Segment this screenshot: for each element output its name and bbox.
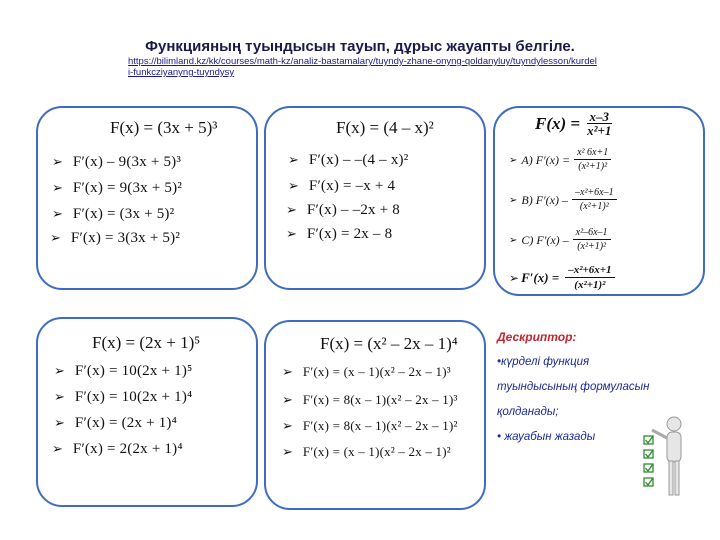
answer-option[interactable]: ➢ F′(x) = 2(2x + 1)⁴	[52, 441, 183, 457]
answer-option[interactable]: ➢ F′(x) = (2x + 1)⁴	[54, 415, 178, 431]
answer-option[interactable]: ➢ F′(x) = 2x – 8	[286, 226, 393, 242]
bullet-arrow-icon: ➢	[282, 392, 293, 408]
descriptor-line: қолданады;	[497, 406, 559, 418]
answer-option[interactable]: ➢ F′(x) = 10(2x + 1)⁴	[54, 389, 193, 405]
task-card-4	[36, 317, 258, 507]
bullet-arrow-icon: ➢	[50, 231, 61, 246]
answer-option[interactable]: ➢ F′(x) = 9(3x + 5)²	[52, 180, 183, 196]
answer-option[interactable]: ➢ F′(x) = $\frac{\text{–x²+6x+1}}{\text{(x²+1)²}}$	[509, 264, 615, 292]
checklist-figure-icon	[632, 414, 692, 504]
bullet-arrow-icon: ➢	[286, 227, 297, 242]
task-card-3	[493, 106, 705, 296]
answer-option[interactable]: ➢ F′(x) = (3x + 5)²	[52, 206, 175, 222]
answer-option[interactable]: ➢ F′(x) = (x – 1)(x² – 2x – 1)²	[282, 444, 451, 460]
bullet-arrow-icon: ➢	[282, 364, 293, 380]
bullet-arrow-icon: ➢	[54, 416, 65, 431]
bullet-arrow-icon: ➢	[54, 364, 65, 379]
task-card-5	[264, 320, 486, 510]
answer-option[interactable]: ➢ F′(x) = 3(3x + 5)²	[50, 230, 181, 246]
bullet-arrow-icon: ➢	[509, 234, 518, 246]
bullet-arrow-icon: ➢	[52, 181, 63, 196]
bullet-arrow-icon: ➢	[282, 444, 293, 460]
descriptor-line: туындысының формуласын	[497, 381, 650, 393]
function-expression: F(x) = (x² – 2x – 1)⁴	[320, 334, 458, 353]
descriptor-line: • жауабын жазады	[497, 431, 596, 443]
bullet-arrow-icon: ➢	[288, 153, 299, 168]
function-expression: F(x) = (3x + 5)³	[110, 118, 218, 137]
function-expression: F(x) = (4 – x)²	[336, 118, 434, 137]
bullet-arrow-icon: ➢	[52, 207, 63, 222]
bullet-arrow-icon: ➢	[509, 154, 518, 166]
bullet-arrow-icon: ➢	[288, 179, 299, 194]
bullet-arrow-icon: ➢	[509, 271, 520, 285]
answer-option[interactable]: ➢ C) F′(x) – $\frac{\text{x²–6x–1}}{\text{(x²+1)²}}$	[509, 226, 611, 254]
answer-option[interactable]: ➢ F′(x) = 10(2x + 1)⁵	[54, 363, 193, 379]
bullet-arrow-icon: ➢	[54, 390, 65, 405]
descriptor-line: •күрделі функция	[497, 356, 590, 368]
answer-option[interactable]: ➢ F′(x) – –(4 – x)²	[288, 152, 409, 168]
bullet-arrow-icon: ➢	[286, 203, 297, 218]
bullet-arrow-icon: ➢	[282, 418, 293, 434]
function-expression: F(x) = (2x + 1)⁵	[92, 333, 201, 352]
bullet-arrow-icon: ➢	[52, 442, 63, 457]
answer-option[interactable]: ➢ F′(x) = 8(x – 1)(x² – 2x – 1)³	[282, 392, 458, 408]
answer-option[interactable]: ➢ F′(x) – 9(3x + 5)³	[52, 154, 182, 170]
page-title: Функцияның туындысын тауып, дұрыс жауапты белгіле.	[145, 38, 575, 55]
bullet-arrow-icon: ➢	[52, 155, 63, 170]
answer-option[interactable]: ➢ F′(x) = –x + 4	[288, 178, 396, 194]
bullet-arrow-icon: ➢	[509, 194, 518, 206]
answer-option[interactable]: ➢ F′(x) = 8(x – 1)(x² – 2x – 1)²	[282, 418, 458, 434]
descriptor-heading: Дескриптор:	[497, 330, 577, 344]
answer-option[interactable]: ➢ F′(x) = (x – 1)(x² – 2x – 1)³	[282, 364, 451, 380]
answer-option[interactable]: ➢ F′(x) – –2x + 8	[286, 202, 400, 218]
answer-option[interactable]: ➢ A) F′(x) = $\frac{\text{x² 6x+1}}{\text{(x²+1)²}}$	[509, 146, 611, 174]
source-link[interactable]: https://bilimland.kz/kk/courses/math-kz/analiz-bastamalary/tuyndy-zhane-onyng-qoldanyluy/tuyndylesson/kurdeli-funkcziyanyng-tuyndysy	[128, 56, 597, 78]
task-card-2	[264, 106, 486, 290]
answer-option[interactable]: ➢ B) F′(x) – $\frac{\text{–x²+6x–1}}{\text{(x²+1)²}}$	[509, 186, 617, 214]
task-card-1	[36, 106, 258, 290]
function-expression: F(x) = $\frac{x-3}{\text{x²+1}}$	[535, 109, 612, 138]
